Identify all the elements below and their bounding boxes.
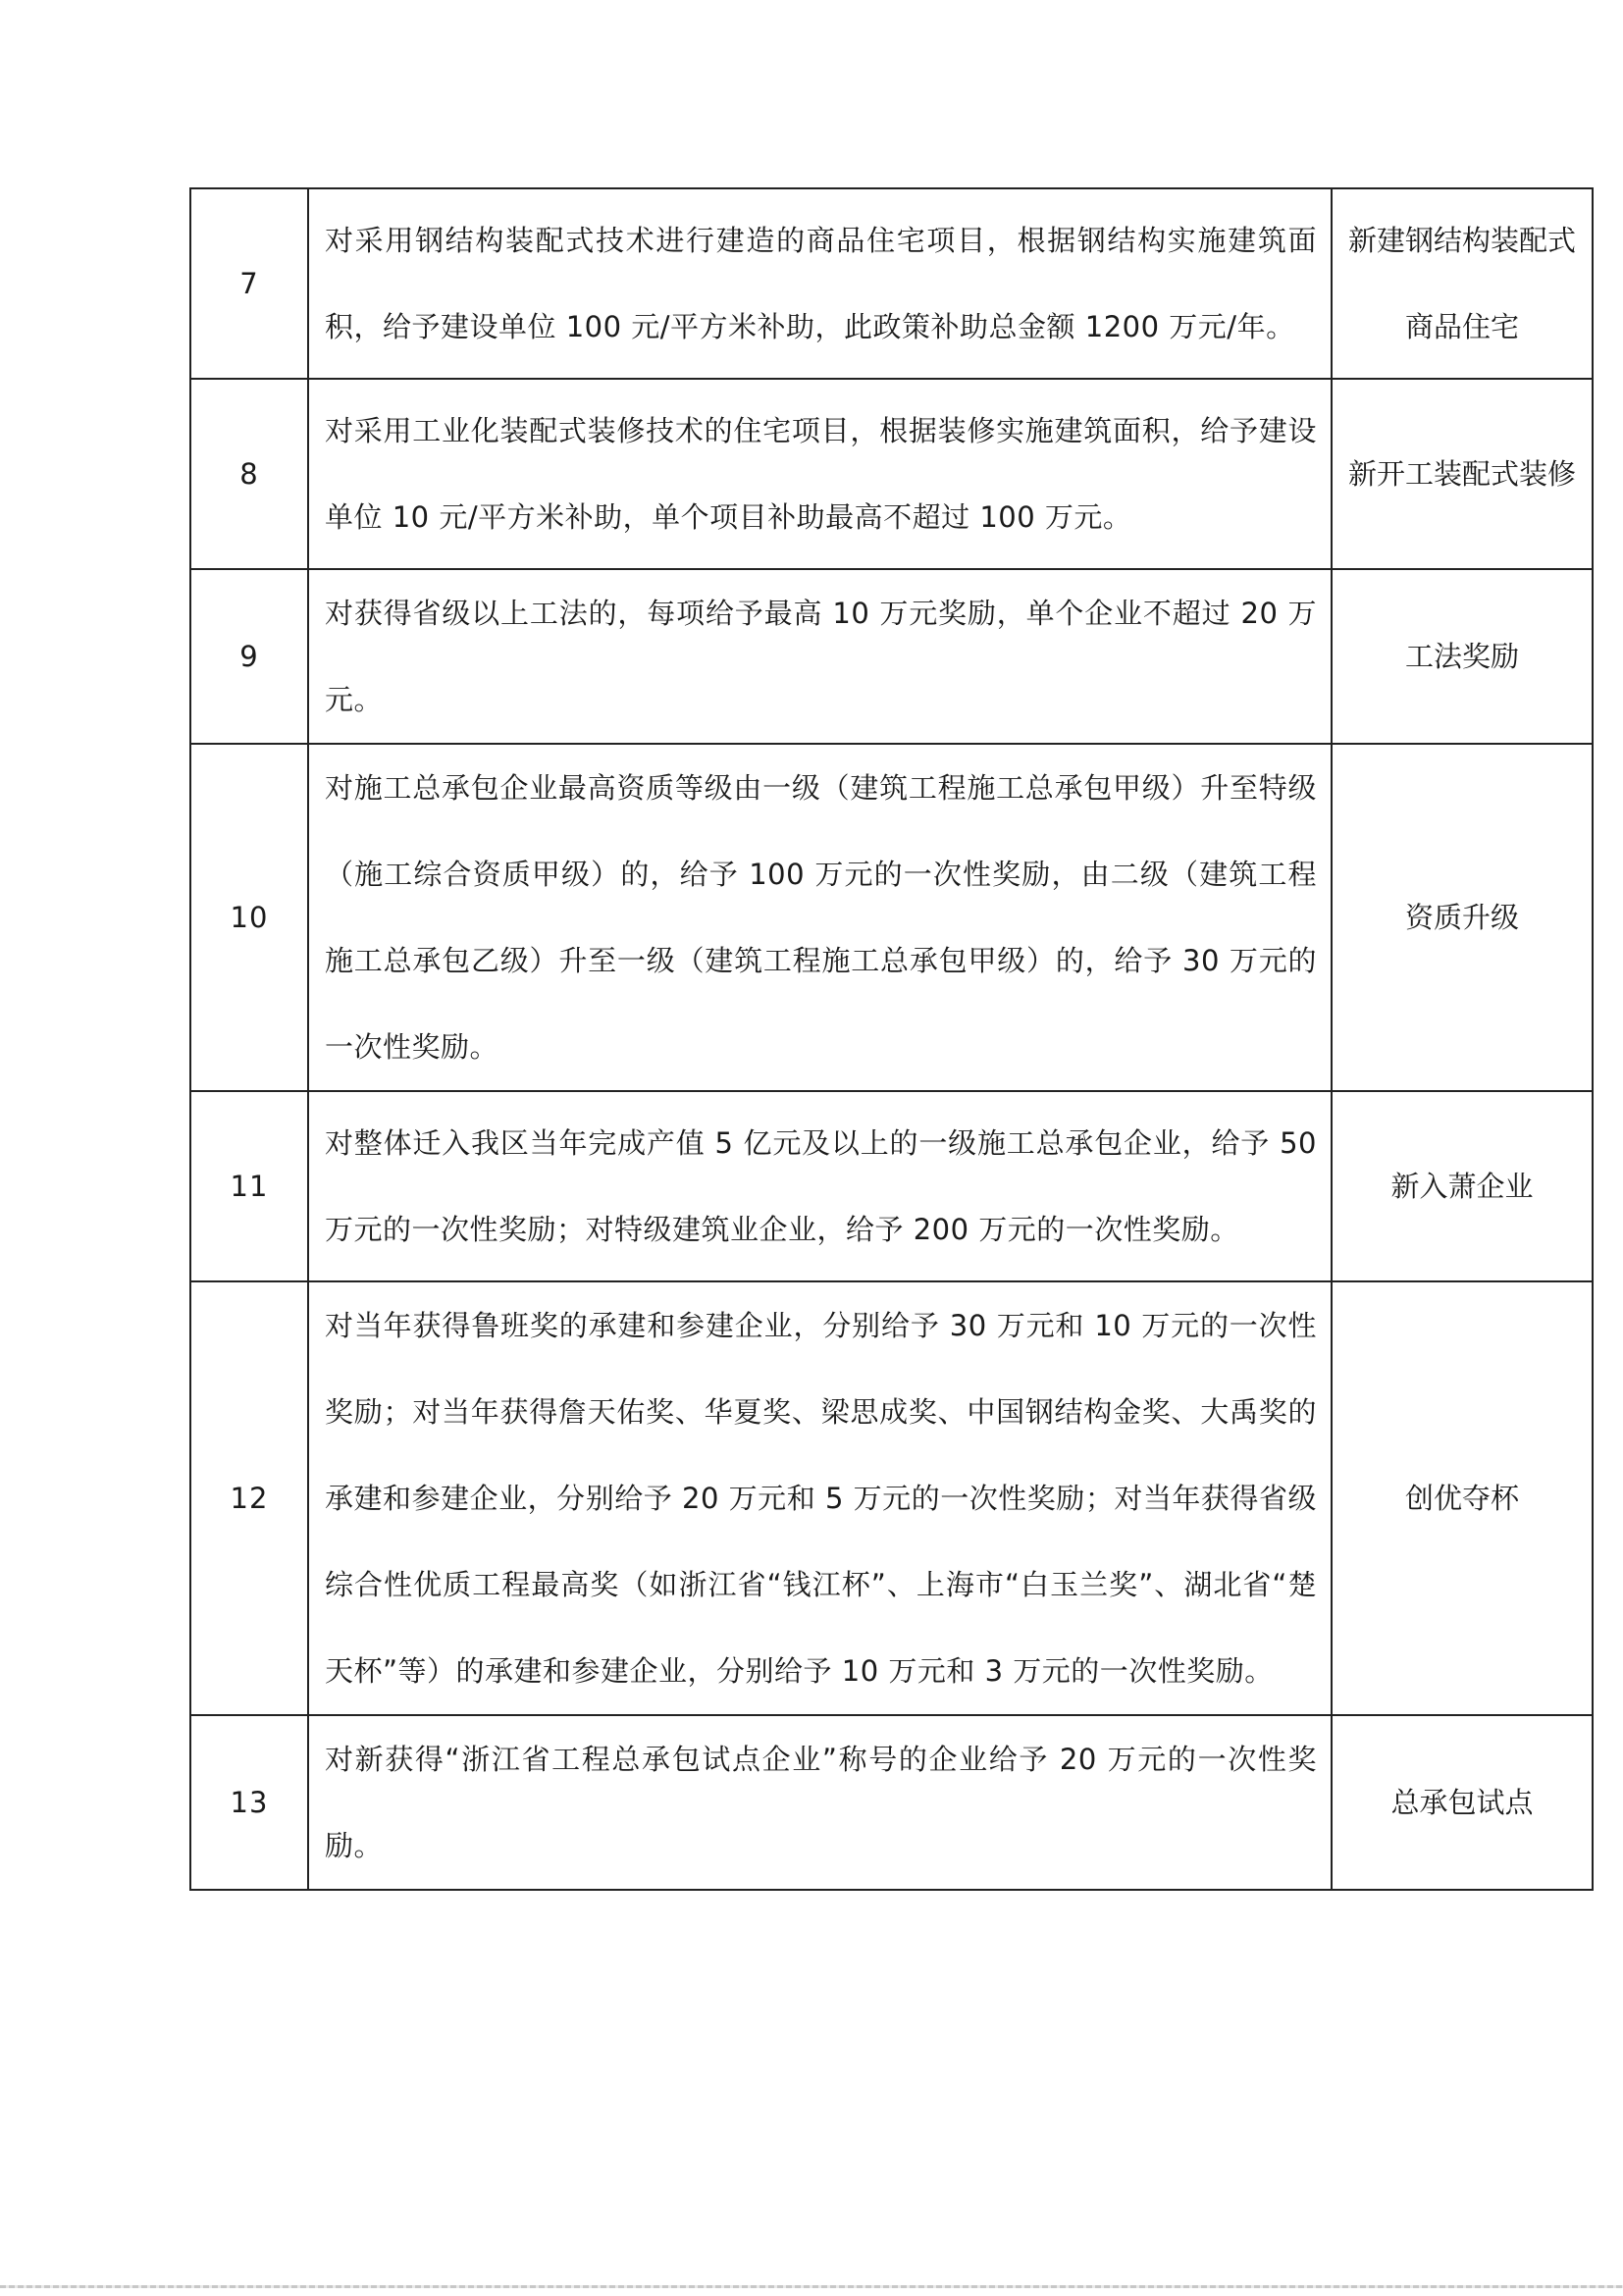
policy-content: 对当年获得鲁班奖的承建和参建企业，分别给予 30 万元和 10 万元的一次性奖励；对当年获得詹天佑奖、华夏奖、梁思成奖、中国钢结构金奖、大禹奖的承建和参建企业，分别给予 20 万元和 5 万元的一次性奖励；对当年获得省级综合性优质工程最高奖（如浙江省“钱江杯”、上海市“白玉兰奖”、湖北省“楚天杯”等）的承建和参建企业，分别给予 10 万元和 3 万元的一次性奖励。 xyxy=(308,1281,1332,1715)
table-row xyxy=(190,379,1593,569)
policy-table xyxy=(189,187,1594,1891)
policy-category: 新开工装配式装修 xyxy=(1332,379,1593,569)
table-row xyxy=(190,188,1593,379)
policy-category: 资质升级 xyxy=(1332,744,1593,1091)
table-row xyxy=(190,1091,1593,1281)
policy-content: 对获得省级以上工法的，每项给予最高 10 万元奖励，单个企业不超过 20 万元。 xyxy=(308,569,1332,744)
policy-content: 对施工总承包企业最高资质等级由一级（建筑工程施工总承包甲级）升至特级（施工综合资质甲级）的，给予 100 万元的一次性奖励，由二级（建筑工程施工总承包乙级）升至一级（建筑工程施工总承包甲级）的，给予 30 万元的一次性奖励。 xyxy=(308,744,1332,1091)
policy-category: 工法奖励 xyxy=(1332,569,1593,744)
policy-category: 创优夺杯 xyxy=(1332,1281,1593,1715)
scan-edge-artifact xyxy=(0,2285,1623,2288)
row-number: 10 xyxy=(190,744,308,1091)
row-number: 11 xyxy=(190,1091,308,1281)
table-row xyxy=(190,744,1593,1091)
policy-category: 总承包试点 xyxy=(1332,1715,1593,1890)
policy-content: 对整体迁入我区当年完成产值 5 亿元及以上的一级施工总承包企业，给予 50 万元的一次性奖励；对特级建筑业企业，给予 200 万元的一次性奖励。 xyxy=(308,1091,1332,1281)
row-number: 12 xyxy=(190,1281,308,1715)
row-number: 7 xyxy=(190,188,308,379)
policy-category: 新建钢结构装配式商品住宅 xyxy=(1332,188,1593,379)
row-number: 9 xyxy=(190,569,308,744)
row-number: 8 xyxy=(190,379,308,569)
policy-content: 对采用钢结构装配式技术进行建造的商品住宅项目，根据钢结构实施建筑面积，给予建设单位 100 元/平方米补助，此政策补助总金额 1200 万元/年。 xyxy=(308,188,1332,379)
table-row xyxy=(190,1715,1593,1890)
table-row xyxy=(190,1281,1593,1715)
policy-content: 对采用工业化装配式装修技术的住宅项目，根据装修实施建筑面积，给予建设单位 10 元/平方米补助，单个项目补助最高不超过 100 万元。 xyxy=(308,379,1332,569)
row-number: 13 xyxy=(190,1715,308,1890)
policy-content: 对新获得“浙江省工程总承包试点企业”称号的企业给予 20 万元的一次性奖励。 xyxy=(308,1715,1332,1890)
policy-category: 新入萧企业 xyxy=(1332,1091,1593,1281)
table-row xyxy=(190,569,1593,744)
